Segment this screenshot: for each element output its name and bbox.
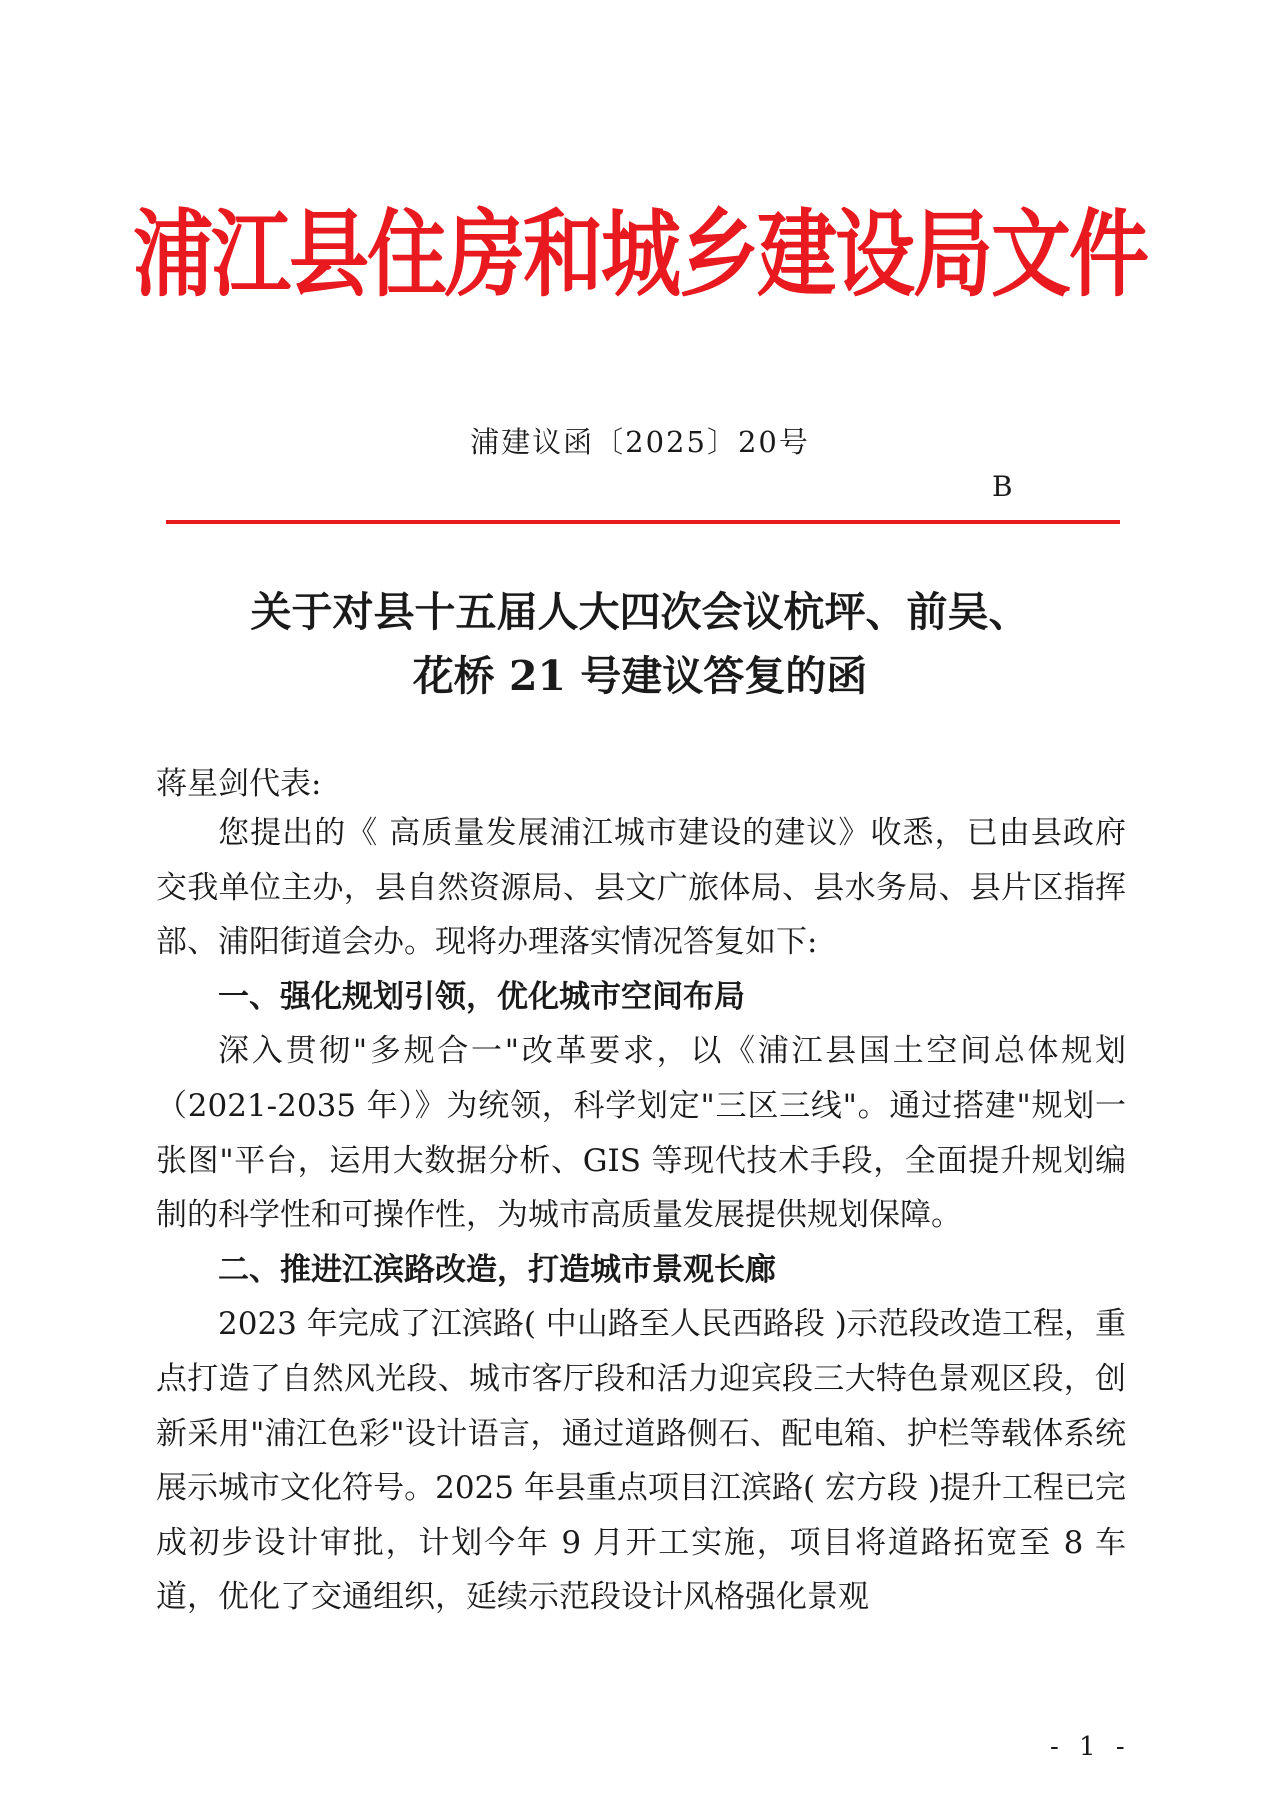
response-grade: B: [992, 470, 1013, 503]
title-line-1: 关于对县十五届人大四次会议杭坪、前吴、: [250, 588, 1030, 636]
title-line-2: 花桥 21 号建议答复的函: [412, 652, 868, 700]
paragraph-planning: 深入贯彻"多规合一"改革要求，以《浦江县国土空间总体规划（2021-2035 年）》为统领，科学划定"三区三线"。通过搭建"规划一张图"平台，运用大数据分析、GIS 等现代技术手段，全面提升规划编制的科学性和可操作性，为城市高质量发展提供规划保障。: [156, 1033, 1126, 1234]
red-divider-line: [166, 520, 1120, 524]
section-heading-1: 一、强化规划引领，优化城市空间布局: [218, 978, 745, 1015]
paragraph-riverside-road: 2023 年完成了江滨路( 中山路至人民西路段 )示范段改造工程，重点打造了自然风光段、城市客厅段和活力迎宾段三大特色景观区段，创新采用"浦江色彩"设计语言，通过道路侧石、配电箱、护栏等载体系统展示城市文化符号。2025 年县重点项目江滨路( 宏方段 )提升工程已完成初步设计审批，计划今年 9 月开工实施，项目将道路拓宽至 8 车道，优化了交通组织，延续示范段设计风格强化景观: [156, 1306, 1126, 1616]
page-number: - 1 -: [1050, 1732, 1131, 1762]
document-masthead: 浦江县住房和城乡建设局文件: [133, 199, 1147, 310]
section-heading-2: 二、推进江滨路改造，打造城市景观长廊: [218, 1251, 776, 1288]
document-number: 浦建议函〔2025〕20号: [470, 425, 810, 459]
paragraph-intro: 您提出的《 高质量发展浦江城市建设的建议》收悉，已由县政府交我单位主办，县自然资源局、县文广旅体局、县水务局、县片区指挥部、浦阳街道会办。现将办理落实情况答复如下:: [156, 815, 1126, 961]
document-title: [0, 580, 1280, 708]
salutation: 蒋星剑代表:: [156, 766, 322, 802]
document-body: [156, 806, 1126, 1625]
